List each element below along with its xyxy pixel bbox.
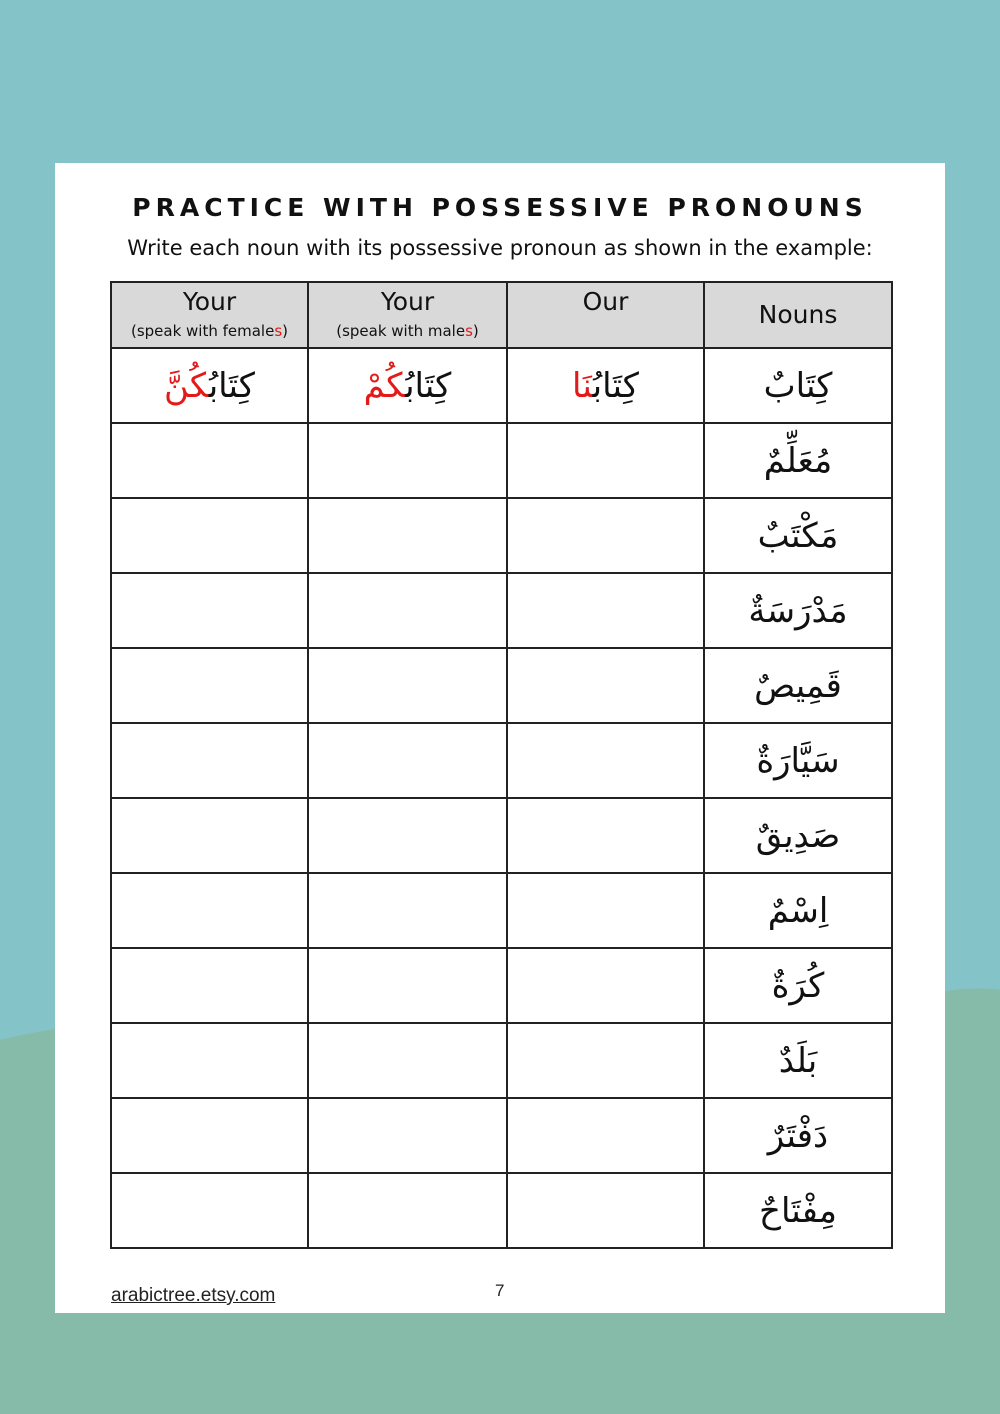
answer-your-males-cell[interactable] — [308, 1023, 507, 1098]
answer-our-cell[interactable] — [507, 798, 704, 873]
answer-our-cell[interactable] — [507, 1173, 704, 1248]
answer-our-cell[interactable] — [507, 648, 704, 723]
example-your-males: كِتَابُكُمْ — [308, 348, 507, 423]
answer-your-females-cell[interactable] — [111, 1173, 308, 1248]
answer-our-cell[interactable] — [507, 948, 704, 1023]
worksheet-page — [55, 163, 945, 1313]
table-row — [111, 948, 892, 1023]
noun-cell: صَدِيقٌ — [704, 798, 892, 873]
table-row — [111, 423, 892, 498]
example-our: كِتَابُنَا — [507, 348, 704, 423]
answer-your-males-cell[interactable] — [308, 723, 507, 798]
table-row — [111, 1173, 892, 1248]
noun-cell: كُرَةٌ — [704, 948, 892, 1023]
noun-cell: بَلَدٌ — [704, 1023, 892, 1098]
answer-your-males-cell[interactable] — [308, 873, 507, 948]
noun-cell: مُعَلِّمٌ — [704, 423, 892, 498]
answer-your-females-cell[interactable] — [111, 648, 308, 723]
instructions-text: Write each noun with its possessive pronoun as shown in the example: — [127, 236, 873, 260]
answer-your-females-cell[interactable] — [111, 1023, 308, 1098]
answer-your-males-cell[interactable] — [308, 498, 507, 573]
table-row — [111, 873, 892, 948]
answer-your-females-cell[interactable] — [111, 573, 308, 648]
page-number: 7 — [495, 1281, 505, 1300]
answer-our-cell[interactable] — [507, 723, 704, 798]
noun-cell: دَفْتَرٌ — [704, 1098, 892, 1173]
table-row — [111, 1023, 892, 1098]
noun-cell: قَمِيصٌ — [704, 648, 892, 723]
answer-our-cell[interactable] — [507, 1098, 704, 1173]
table-row — [111, 723, 892, 798]
header-row — [111, 282, 892, 348]
answer-our-cell[interactable] — [507, 498, 704, 573]
answer-your-males-cell[interactable] — [308, 1098, 507, 1173]
noun-cell: سَيَّارَةٌ — [704, 723, 892, 798]
example-row — [111, 348, 892, 423]
noun-cell: اِسْمٌ — [704, 873, 892, 948]
answer-your-males-cell[interactable] — [308, 573, 507, 648]
page-title: PRACTICE WITH POSSESSIVE PRONOUNS — [132, 193, 868, 222]
table-row — [111, 798, 892, 873]
table-row — [111, 573, 892, 648]
answer-your-males-cell[interactable] — [308, 423, 507, 498]
noun-cell: مَكْتَبٌ — [704, 498, 892, 573]
answer-our-cell[interactable] — [507, 1023, 704, 1098]
header-nouns: Nouns — [704, 282, 892, 348]
header-our: Our — [507, 282, 704, 348]
header-your-males: Your (speak with males) — [308, 282, 507, 348]
answer-your-females-cell[interactable] — [111, 423, 308, 498]
noun-cell: مِفْتَاحٌ — [704, 1173, 892, 1248]
answer-your-males-cell[interactable] — [308, 648, 507, 723]
answer-your-females-cell[interactable] — [111, 1098, 308, 1173]
answer-your-females-cell[interactable] — [111, 498, 308, 573]
noun-cell: مَدْرَسَةٌ — [704, 573, 892, 648]
answer-our-cell[interactable] — [507, 573, 704, 648]
answer-your-females-cell[interactable] — [111, 948, 308, 1023]
answer-our-cell[interactable] — [507, 423, 704, 498]
practice-table — [110, 281, 893, 1249]
answer-your-males-cell[interactable] — [308, 1173, 507, 1248]
etsy-link[interactable]: arabictree.etsy.com — [111, 1285, 276, 1306]
answer-your-males-cell[interactable] — [308, 948, 507, 1023]
table-row — [111, 1098, 892, 1173]
table-row — [111, 498, 892, 573]
answer-your-females-cell[interactable] — [111, 723, 308, 798]
header-your-females: Your (speak with females) — [111, 282, 308, 348]
example-your-females: كِتَابُكُنَّ — [111, 348, 308, 423]
answer-your-males-cell[interactable] — [308, 798, 507, 873]
table-row — [111, 648, 892, 723]
answer-our-cell[interactable] — [507, 873, 704, 948]
answer-your-females-cell[interactable] — [111, 873, 308, 948]
example-noun: كِتَابٌ — [704, 348, 892, 423]
answer-your-females-cell[interactable] — [111, 798, 308, 873]
